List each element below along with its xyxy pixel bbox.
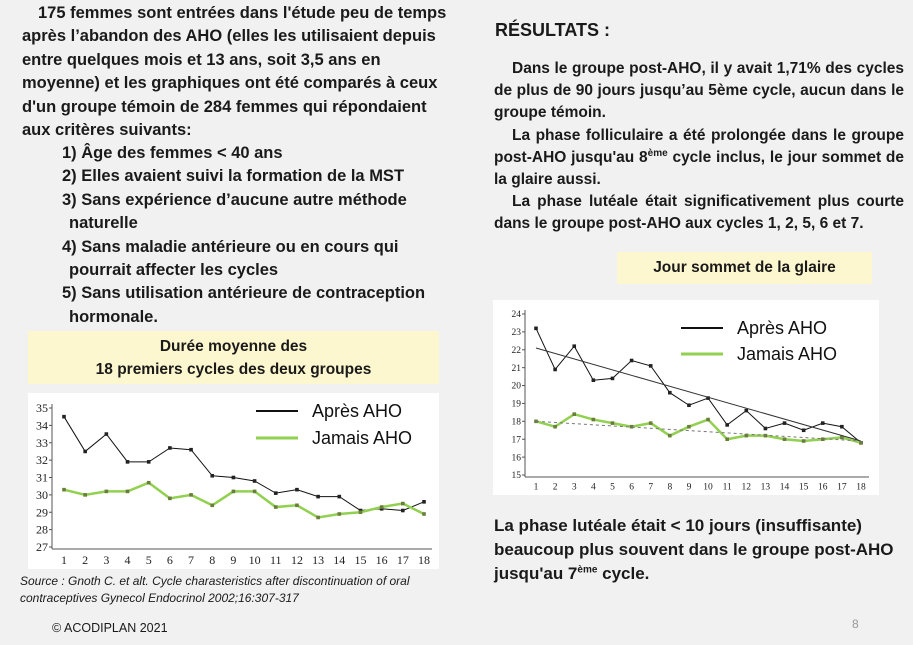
x-tick-label: 6 (166, 553, 173, 567)
y-tick-label: 34 (36, 418, 48, 433)
results-p2-sup: ème (647, 147, 668, 159)
data-point (380, 505, 384, 509)
data-point (189, 448, 193, 452)
data-point (401, 502, 405, 506)
data-point (649, 421, 653, 425)
criteria-list (62, 142, 454, 329)
x-tick-label: 7 (188, 553, 195, 567)
y-tick-label: 17 (511, 435, 521, 446)
chart1-caption-box (28, 331, 439, 384)
source-citation: Source : Gnoth C. et alt. Cycle charasteristics after discontinuation of oral contraceptives Gynecol Endocrinol 2002;16:307-317 (20, 574, 410, 605)
intro-text (22, 2, 452, 142)
chart2-caption-box: Jour sommet de la glaire (617, 252, 872, 284)
y-tick-label: 28 (36, 522, 48, 537)
data-point (359, 510, 363, 514)
data-point (232, 490, 236, 494)
results-p1: Dans le groupe post-AHO, il y avait 1,71% des cycles de plus de 90 jours jusqu’au 5ème cycle, aucun dans le groupe témoin. (494, 60, 904, 122)
y-tick-label: 19 (511, 399, 521, 410)
y-tick-label: 23 (511, 328, 521, 339)
y-tick-label: 15 (511, 471, 521, 482)
data-point (840, 425, 844, 429)
data-point (611, 377, 615, 381)
x-tick-label: 1 (61, 553, 67, 567)
data-point (295, 504, 299, 508)
data-point (592, 378, 596, 382)
data-point (668, 434, 672, 438)
data-point (649, 364, 653, 368)
data-point (553, 425, 557, 429)
x-tick-label: 4 (590, 482, 596, 493)
x-tick-label: 18 (418, 553, 430, 567)
y-tick-label: 24 (511, 310, 521, 321)
chart1-caption-line1: Durée moyenne des (159, 338, 308, 355)
data-point (316, 495, 320, 499)
data-point (687, 425, 691, 429)
data-point (295, 488, 299, 492)
results-p3: La phase lutéale était significativement plus courte dans le groupe post-AHO aux cycles 1, 2, 5, 6 et 7. (494, 193, 904, 233)
y-tick-label: 20 (511, 381, 521, 392)
data-point (572, 344, 576, 348)
x-tick-label: 5 (145, 553, 152, 567)
data-point (706, 418, 710, 422)
y-tick-label: 16 (511, 453, 521, 464)
data-point (422, 512, 426, 516)
results-text (494, 58, 904, 236)
y-tick-label: 33 (36, 435, 48, 450)
x-tick-label: 2 (82, 553, 89, 567)
data-point (630, 359, 634, 363)
data-point (821, 421, 825, 425)
cycle-length-chart (28, 393, 439, 569)
x-tick-label: 13 (312, 553, 325, 567)
x-tick-label: 9 (230, 553, 237, 567)
legend-label: Après AHO (737, 318, 828, 338)
criterion-item: 1) Âge des femmes < 40 ans (62, 144, 283, 162)
x-tick-label: 9 (686, 482, 692, 493)
x-tick-label: 14 (779, 482, 790, 493)
data-point (337, 495, 341, 499)
x-tick-label: 10 (248, 553, 261, 567)
x-tick-label: 8 (667, 482, 673, 493)
x-tick-label: 17 (837, 482, 847, 493)
data-point (147, 481, 151, 485)
criterion-item: 4) Sans maladie antérieure ou en cours qui pourrait affecter les cycles (62, 237, 399, 280)
conclusion-sup: ème (577, 564, 598, 576)
data-point (189, 493, 193, 497)
data-point (168, 497, 172, 501)
data-point (83, 450, 87, 454)
x-tick-label: 3 (571, 482, 577, 493)
data-point (316, 516, 320, 520)
criterion-item: 2) Elles avaient suivi la formation de la MST (62, 167, 405, 186)
y-tick-label: 22 (511, 345, 521, 356)
data-point (668, 391, 672, 395)
data-point (210, 474, 214, 478)
series-jamais-line (64, 483, 424, 518)
x-tick-label: 12 (741, 482, 752, 493)
data-point (105, 490, 109, 494)
bottom-conclusion (494, 514, 909, 586)
y-tick-label: 29 (36, 505, 48, 520)
data-point (126, 460, 130, 464)
chart1-caption-line2: 18 premiers cycles des deux groupes (95, 361, 372, 378)
x-tick-label: 12 (290, 553, 303, 567)
y-tick-label: 35 (36, 401, 48, 415)
y-tick-label: 21 (511, 363, 521, 374)
data-point (592, 418, 596, 422)
data-point (744, 409, 748, 413)
x-tick-label: 17 (396, 553, 409, 567)
x-tick-label: 5 (610, 482, 615, 493)
page-number: 8 (852, 617, 859, 631)
mucus-peak-chart (493, 300, 879, 495)
data-point (783, 421, 787, 425)
x-tick-label: 18 (856, 482, 866, 493)
y-tick-label: 31 (36, 470, 48, 485)
data-point (168, 446, 172, 450)
results-p2 (494, 125, 904, 192)
data-point (126, 490, 130, 494)
data-point (232, 476, 236, 480)
data-point (83, 493, 87, 497)
x-tick-label: 15 (798, 482, 809, 493)
data-point (611, 421, 615, 425)
legend-label: Après AHO (312, 401, 403, 421)
data-point (253, 479, 257, 483)
data-point (62, 488, 66, 492)
data-point (553, 368, 557, 372)
x-tick-label: 1 (533, 482, 539, 493)
data-point (62, 415, 66, 419)
legend-label: Jamais AHO (312, 428, 413, 448)
results-title: RÉSULTATS : (495, 20, 610, 40)
data-point (274, 505, 278, 509)
x-tick-label: 8 (209, 553, 216, 567)
x-tick-label: 14 (333, 553, 346, 567)
x-tick-label: 15 (354, 553, 367, 567)
cycle-length-chart-svg (28, 393, 439, 569)
conclusion-text-end: cycle. (597, 564, 650, 583)
x-tick-label: 13 (760, 482, 771, 493)
data-point (859, 441, 863, 445)
x-tick-label: 7 (648, 482, 654, 493)
data-point (802, 428, 806, 432)
results-p2-text: La phase folliculaire a été prolongée dans le groupe post-AHO jusqu'au 8 (494, 126, 904, 166)
x-tick-label: 11 (722, 482, 732, 493)
conclusion-text: La phase lutéale était < 10 jours (insuffisante) beaucoup plus souvent dans le groupe post-AHO jusqu'au 7 (494, 516, 894, 583)
x-tick-label: 16 (818, 482, 828, 493)
y-tick-label: 30 (36, 487, 48, 502)
data-point (105, 432, 109, 436)
criterion-item: 3) Sans expérience d’aucune autre méthode naturelle (62, 190, 407, 233)
x-tick-label: 16 (375, 553, 388, 567)
x-tick-label: 10 (703, 482, 713, 493)
criterion-item: 5) Sans utilisation antérieure de contraception hormonale. (62, 284, 426, 326)
x-tick-label: 6 (629, 482, 634, 493)
x-tick-label: 4 (124, 553, 131, 567)
data-point (687, 403, 691, 407)
data-point (725, 423, 729, 427)
data-point (764, 427, 768, 431)
copyright: © ACODIPLAN 2021 (52, 621, 168, 635)
data-point (274, 491, 278, 495)
results-p2-text-end: cycle inclus, le jour sommet de la glaire aussi. (494, 148, 904, 189)
x-tick-label: 3 (103, 553, 110, 567)
legend-label: Jamais AHO (737, 344, 838, 364)
data-point (534, 327, 538, 331)
mucus-peak-chart-svg (493, 300, 879, 495)
data-point (783, 437, 787, 441)
data-point (147, 460, 151, 464)
data-point (802, 439, 806, 443)
data-point (253, 490, 257, 494)
x-tick-label: 11 (269, 553, 282, 567)
data-point (337, 512, 341, 516)
data-point (572, 412, 576, 416)
x-tick-label: 2 (552, 482, 558, 493)
data-point (422, 500, 426, 504)
y-tick-label: 18 (511, 417, 521, 428)
intro-paragraph: 175 femmes sont entrées dans l'étude peu de temps après l’abandon des AHO (elles les utilisaient depuis entre quelques mois et 13 ans, soit 3,5 ans en moyenne) et les graphiques ont été comparés à ceux d'un groupe témoin de 284 femmes qui répondaient aux critères suivants: (22, 4, 447, 140)
y-tick-label: 27 (36, 540, 48, 554)
data-point (210, 504, 214, 508)
y-tick-label: 32 (36, 453, 48, 468)
data-point (725, 437, 729, 441)
data-point (401, 509, 405, 513)
